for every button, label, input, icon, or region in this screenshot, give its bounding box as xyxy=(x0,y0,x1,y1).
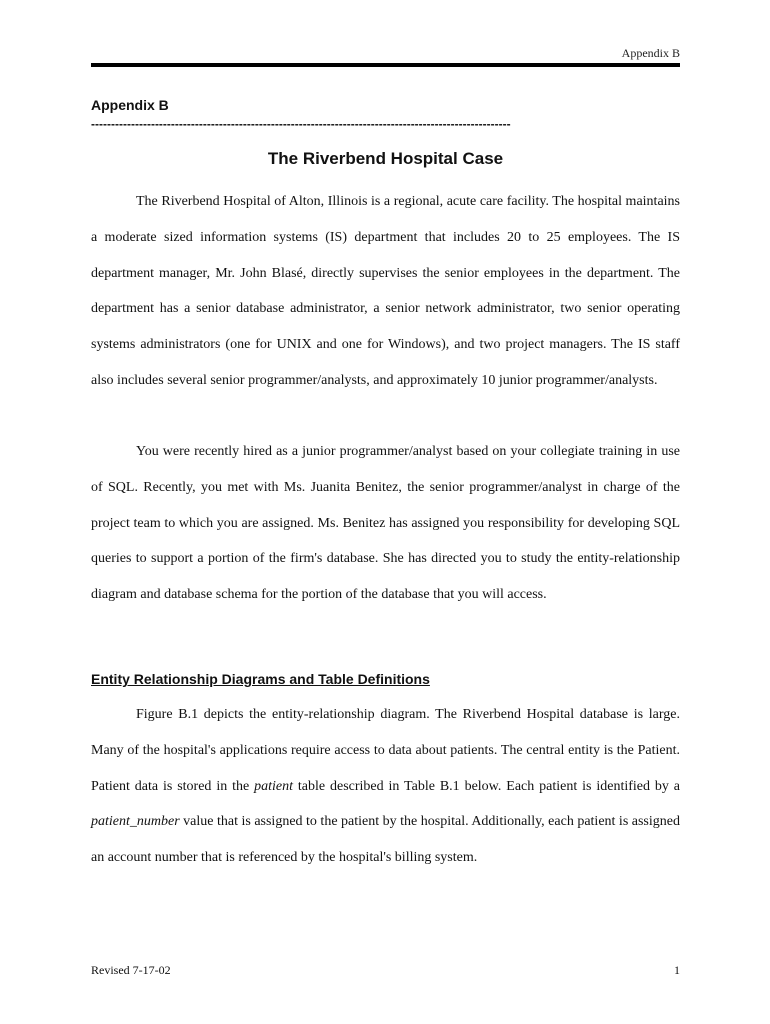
paragraph-text: Figure B.1 depicts the entity-relationship diagram. The Riverbend Hospital database is large. Many of the hospital's applications require access to data about patients. The central entity is the Patient. Patient data is stored in the xyxy=(91,707,680,794)
paragraph-assignment: You were recently hired as a junior programmer/analyst based on your collegiate training in use of SQL. Recently, you met with Ms. Juanita Benitez, the senior programmer/analyst in charge of the project team to which you are assigned. Ms. Benitez has assigned you responsibility for developing SQL queries to support a portion of the firm's database. She has directed you to study the entity-relationship diagram and database schema for the portion of the database that you will access. xyxy=(91,444,680,603)
revision-date: Revised 7-17-02 xyxy=(91,963,171,977)
field-name-emphasis: patient_number xyxy=(91,814,180,830)
table-name-emphasis: patient xyxy=(254,778,293,794)
section-heading: Entity Relationship Diagrams and Table Definitions xyxy=(91,671,430,687)
paragraph-intro: The Riverbend Hospital of Alton, Illinois is a regional, acute care facility. The hospital maintains a moderate sized information systems (IS) department that includes 20 to 25 employees. The IS department manager, Mr. John Blasé, directly supervises the senior employees in the department. The department has a senior database administrator, a senior network administrator, two senior operating systems administrators (one for UNIX and one for Windows), and two project managers. The IS staff also includes several senior programmer/analysts, and approximately 10 junior programmer/analysts. xyxy=(91,194,680,388)
dashed-separator: --------------------------------------------------------------------------------------------------------- xyxy=(91,117,511,131)
paragraph-figure-description xyxy=(91,697,680,876)
document-title: The Riverbend Hospital Case xyxy=(267,149,504,168)
paragraph-text: value that is assigned to the patient by the hospital. Additionally, each patient is assigned an account number that is referenced by the hospital's billing system. xyxy=(91,814,680,866)
paragraph-text: table described in Table B.1 below. Each patient is identified by a xyxy=(293,778,681,794)
running-head: Appendix B xyxy=(621,46,680,60)
page-number: 1 xyxy=(674,963,680,977)
header-rule xyxy=(91,63,680,67)
appendix-label: Appendix B xyxy=(91,97,169,113)
